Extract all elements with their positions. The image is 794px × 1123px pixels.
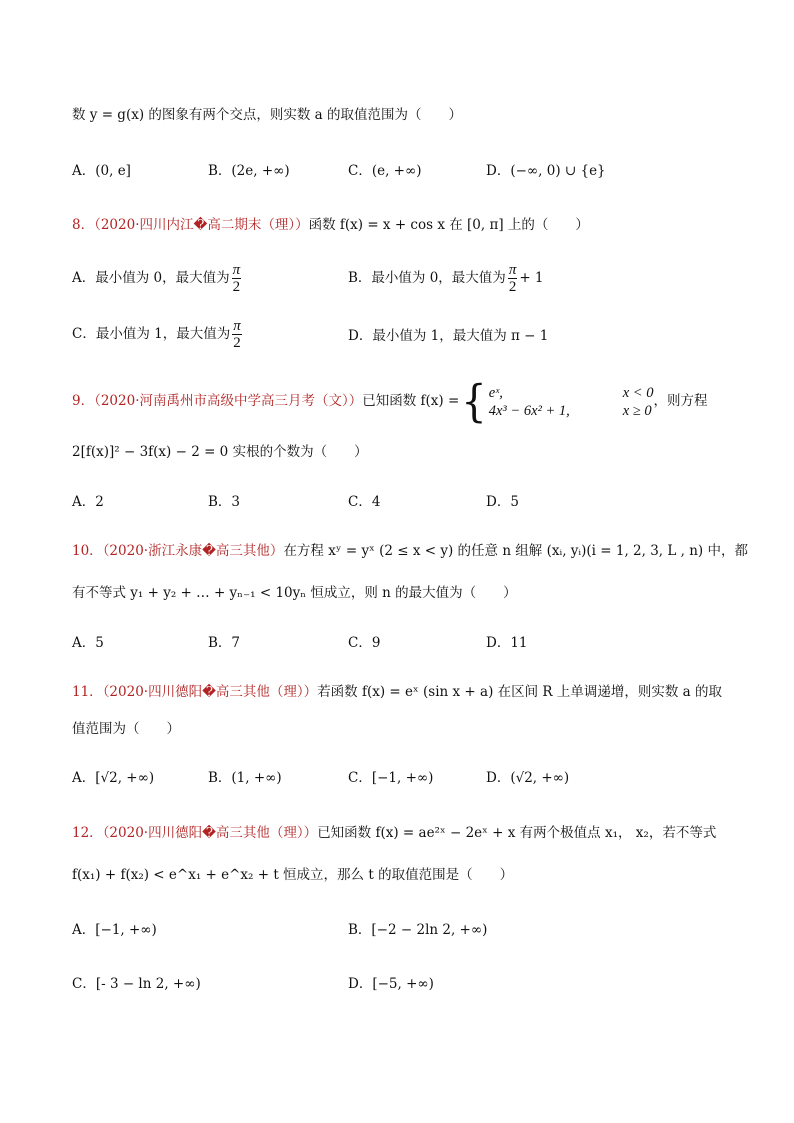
q8-option-b-suffix: + 1 [519, 270, 544, 286]
q8-source: （2020·四川内江�高二期末（理）） [94, 217, 309, 233]
q8-stem [72, 214, 589, 236]
fraction-numerator: π [232, 262, 241, 278]
fraction-numerator: π [233, 318, 241, 334]
q9-option-a: A．2 [72, 494, 104, 510]
piecewise-row-2 [489, 402, 654, 420]
q9-question-suffix: ，则方程 [653, 393, 708, 409]
fraction-denominator: 2 [232, 279, 241, 295]
q7-option-d: D．(−∞, 0) ∪ {e} [486, 163, 606, 179]
q10-option-b: B．7 [208, 635, 241, 651]
q9-stem-line2: 2[f(x)]² − 3f(x) − 2 = 0 实根的个数为（ ） [72, 444, 368, 460]
q11-source: （2020·四川德阳�高三其他（理）） [102, 684, 318, 700]
q7-continuation-text: 数 y = g(x) 的图象有两个交点，则实数 a 的取值范围为（ ） [72, 107, 463, 123]
q11-option-a: A．[√2, +∞) [72, 770, 155, 786]
q7-option-c: C．(e, +∞) [348, 163, 422, 179]
q12-stem-line2: f(x₁) + f(x₂) < e^x₁ + e^x₂ + t 恒成立，那么 t 的取值范围是（ ） [72, 867, 514, 883]
q8-option-c-text: C．最小值为 1，最大值为 [72, 326, 231, 342]
q10-source: （2020·浙江永康�高三其他） [102, 543, 284, 559]
piecewise-cond-2: x ≥ 0 [622, 402, 652, 419]
q9-option-d: D．5 [486, 494, 519, 510]
q8-option-c [72, 318, 244, 351]
q9-source: （2020·河南禹州市高级中学高三月考（文）） [94, 393, 363, 409]
q8-option-b-fraction [508, 262, 518, 295]
fraction-numerator: π [508, 262, 517, 278]
q8-option-b-text: B．最小值为 0，最大值为 [348, 270, 506, 286]
q10-stem-line2: 有不等式 y₁ + y₂ + … + yₙ₋₁ < 10yₙ 恒成立，则 n 的最大值为（ ） [72, 585, 517, 601]
q12-number: 12． [72, 825, 103, 841]
q10-stem [72, 540, 748, 562]
q11-stem [72, 681, 722, 703]
q12-option-d: D．[−5, +∞) [348, 976, 434, 992]
q8-option-d: D．最小值为 1，最大值为 π − 1 [348, 328, 549, 344]
q12-option-c: C．[- 3 − ln 2, +∞) [72, 976, 201, 992]
piecewise-expr-2: 4x³ − 6x² + 1, [488, 402, 570, 419]
left-brace: { [461, 376, 487, 427]
q12-question-text: 已知函数 f(x) = ae²ˣ − 2eˣ + x 有两个极值点 x₁， x₂，若不等式 [317, 825, 717, 841]
q12-source: （2020·四川德阳�高三其他（理）） [102, 825, 318, 841]
q7-option-b: B．(2e, +∞) [208, 163, 290, 179]
q12-option-a: A．[−1, +∞) [72, 922, 157, 938]
q10-option-c: C．9 [348, 635, 381, 651]
piecewise-cond-1: x < 0 [622, 384, 654, 401]
q8-option-a-fraction [232, 262, 242, 295]
q11-question-text: 若函数 f(x) = eˣ (sin x + a) 在区间 R 上单调递增，则实数 a 的取 [317, 684, 723, 700]
q9-stem [72, 376, 708, 427]
q9-piecewise [489, 384, 654, 420]
fraction-denominator: 2 [233, 335, 241, 351]
q11-stem-line2: 值范围为（ ） [72, 721, 180, 737]
q10-option-d: D．11 [486, 635, 528, 651]
q8-option-a-text: A．最小值为 0，最大值为 [72, 270, 230, 286]
q12-option-b: B．[−2 − 2ln 2, +∞) [348, 922, 488, 938]
q8-option-c-fraction [232, 318, 242, 351]
q8-number: 8． [72, 217, 95, 233]
q7-option-a: A．(0, e] [72, 163, 131, 179]
q11-number: 11． [72, 684, 103, 700]
piecewise-row-1 [489, 384, 654, 402]
q8-option-a [72, 262, 243, 295]
q8-option-b [348, 262, 544, 295]
q9-option-c: C．4 [348, 494, 381, 510]
fraction-denominator: 2 [508, 279, 517, 295]
q11-option-c: C．[−1, +∞) [348, 770, 434, 786]
q10-question-text: 在方程 xʸ = yˣ (2 ≤ x < y) 的任意 n 组解 (xᵢ, yᵢ)(i = 1, 2, 3, L , n) 中，都 [283, 543, 748, 559]
q10-option-a: A．5 [72, 635, 104, 651]
q8-question-text: 函数 f(x) = x + cos x 在 [0, π] 上的（ ） [308, 217, 589, 233]
q10-number: 10． [72, 543, 103, 559]
q11-option-b: B．(1, +∞) [208, 770, 282, 786]
q9-question-text: 已知函数 f(x) = [362, 393, 460, 409]
q11-option-d: D．(√2, +∞) [486, 770, 570, 786]
q9-number: 9． [72, 393, 95, 409]
q12-stem [72, 822, 716, 844]
q9-option-b: B．3 [208, 494, 241, 510]
piecewise-expr-1: eˣ, [488, 384, 503, 401]
